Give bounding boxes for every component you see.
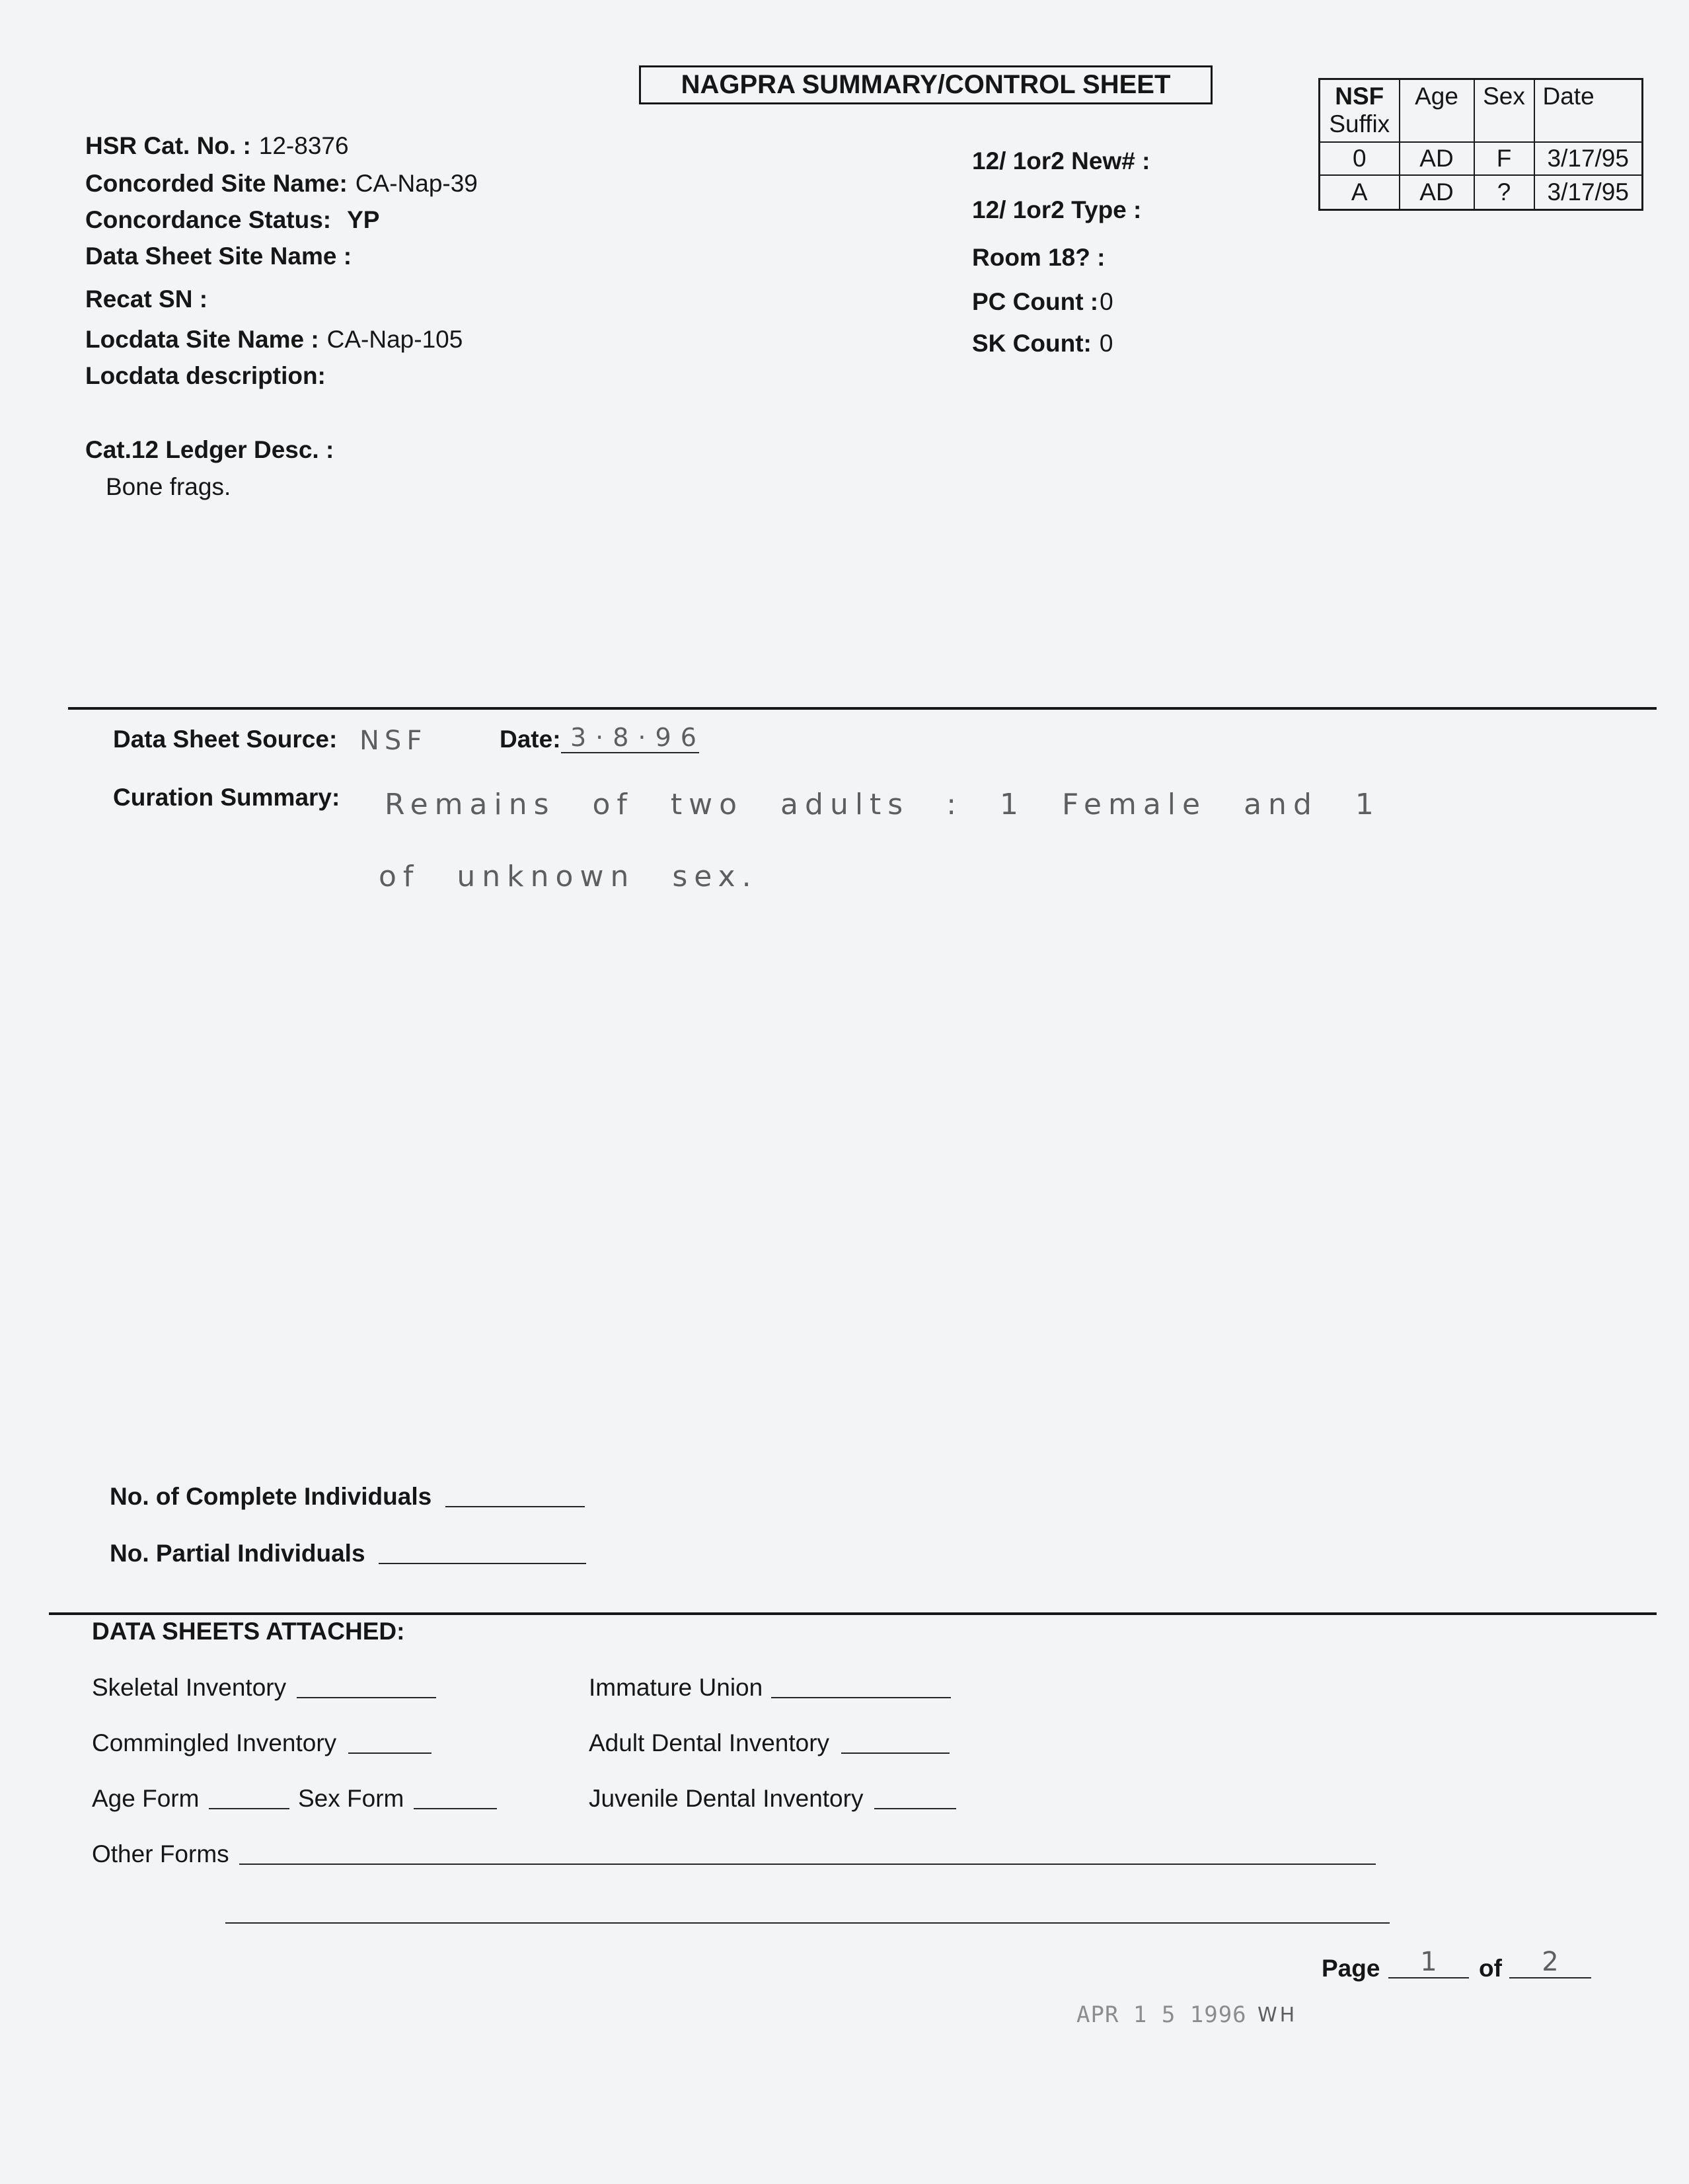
data-sheet-source-handwritten-value: NSF <box>359 726 428 756</box>
concordance-status-label: Concordance Status: <box>85 206 332 233</box>
age-form-blank-line <box>209 1808 289 1809</box>
recat-sn-label: Recat SN : <box>85 285 208 313</box>
skeletal-inventory-label: Skeletal Inventory <box>92 1674 287 1701</box>
sk-count-value: 0 <box>1099 330 1113 357</box>
concorded-site-name-label: Concorded Site Name: <box>85 170 348 197</box>
partial-individuals-blank-line <box>379 1563 586 1564</box>
commingled-inventory-label: Commingled Inventory <box>92 1729 337 1756</box>
immature-union-label: Immature Union <box>589 1674 763 1701</box>
curation-summary-line-1: Remains of two adults : 1 Female and 1 <box>385 788 1380 821</box>
curation-summary-label: Curation Summary: <box>113 784 340 811</box>
concordance-status-value: YP <box>347 206 380 233</box>
table-row <box>1320 175 1643 210</box>
curation-summary-line-2: of unknown sex. <box>379 860 758 893</box>
stamp-initials: WH <box>1257 2004 1298 2027</box>
sex-header: Sex <box>1474 79 1534 142</box>
pc-count-value: 0 <box>1100 288 1113 315</box>
page-title: NAGPRA SUMMARY/CONTROL SHEET <box>639 65 1213 104</box>
skeletal-inventory-blank-line <box>297 1697 436 1698</box>
page-total-handwritten: 2 <box>1542 1947 1559 1977</box>
hsr-cat-no-value: 12-8376 <box>258 132 349 159</box>
nsf-table <box>1318 78 1643 211</box>
pc-count-label: PC Count : <box>972 288 1099 315</box>
partial-individuals-label: No. Partial Individuals <box>110 1540 365 1567</box>
age-form-label: Age Form <box>92 1785 200 1812</box>
sex-form-label: Sex Form <box>298 1785 404 1812</box>
section-divider <box>68 707 1657 710</box>
received-date-stamp: APR 1 5 1996 <box>1076 2002 1247 2028</box>
page-label: Page <box>1322 1955 1380 1982</box>
cat12-ledger-desc-label: Cat.12 Ledger Desc. : <box>85 436 334 463</box>
page-of-label: of <box>1479 1955 1502 1982</box>
date-label: Date: <box>500 726 561 753</box>
hsr-cat-no-field <box>85 132 349 160</box>
locdata-site-name-label: Locdata Site Name : <box>85 326 319 353</box>
sex-cell: F <box>1474 142 1534 175</box>
locdata-description-label: Locdata description: <box>85 362 326 389</box>
juvenile-dental-inventory-label: Juvenile Dental Inventory <box>589 1785 864 1812</box>
other-forms-label: Other Forms <box>92 1840 229 1867</box>
date-cell: 3/17/95 <box>1534 142 1643 175</box>
data-sheets-attached-heading: DATA SHEETS ATTACHED: <box>92 1618 405 1645</box>
adult-dental-inventory-blank-line <box>841 1752 950 1754</box>
juvenile-dental-inventory-blank-line <box>874 1808 956 1809</box>
complete-individuals-label: No. of Complete Individuals <box>110 1483 432 1510</box>
commingled-inventory-blank-line <box>348 1752 432 1754</box>
data-sheet-source-label: Data Sheet Source: <box>113 726 338 753</box>
date-handwritten-value: 3·8·96 <box>570 723 706 752</box>
sk-count-label: SK Count: <box>972 330 1092 357</box>
nsf-table-header-row <box>1320 79 1643 142</box>
room-18-label: Room 18? : <box>972 244 1106 271</box>
recat-sn-field <box>85 285 207 313</box>
sex-cell: ? <box>1474 175 1534 210</box>
suffix-header-label: Suffix <box>1329 110 1390 137</box>
cat12-ledger-desc-value: Bone frags. <box>106 473 231 500</box>
nsf-suffix-header <box>1320 79 1400 142</box>
other-forms-blank-line-2 <box>225 1922 1390 1924</box>
sex-form-blank-line <box>414 1808 497 1809</box>
immature-union-blank-line <box>771 1697 951 1698</box>
table-row <box>1320 142 1643 175</box>
sk-count-field <box>972 330 1113 358</box>
adult-dental-inventory-label: Adult Dental Inventory <box>589 1729 830 1756</box>
nsf-header-label: NSF <box>1335 83 1384 110</box>
date-cell: 3/17/95 <box>1534 175 1643 210</box>
pc-count-field <box>972 288 1113 316</box>
complete-individuals-blank-line <box>445 1506 585 1507</box>
concordance-status-field <box>85 206 379 234</box>
data-sheet-site-name-label: Data Sheet Site Name : <box>85 243 352 270</box>
page-current-handwritten: 1 <box>1420 1947 1437 1977</box>
locdata-description-field <box>85 362 326 390</box>
concorded-site-name-field <box>85 170 478 198</box>
hsr-cat-no-label: HSR Cat. No. : <box>85 132 251 159</box>
age-cell: AD <box>1400 142 1474 175</box>
age-header: Age <box>1400 79 1474 142</box>
age-cell: AD <box>1400 175 1474 210</box>
concorded-site-name-value: CA-Nap-39 <box>355 170 478 197</box>
data-sheet-site-name-field <box>85 243 352 270</box>
type-label: 12/ 1or2 Type : <box>972 196 1142 223</box>
locdata-site-name-field <box>85 326 463 354</box>
locdata-site-name-value: CA-Nap-105 <box>326 326 463 353</box>
page-current-fill-line <box>1388 1947 1469 1978</box>
new-number-label: 12/ 1or2 New# : <box>972 147 1150 174</box>
page-total-fill-line <box>1509 1947 1591 1978</box>
date-fill-line <box>561 723 706 753</box>
date-header: Date <box>1534 79 1643 142</box>
section-divider <box>49 1612 1657 1615</box>
suffix-cell: 0 <box>1320 142 1400 175</box>
suffix-cell: A <box>1320 175 1400 210</box>
other-forms-blank-line <box>239 1864 1376 1865</box>
